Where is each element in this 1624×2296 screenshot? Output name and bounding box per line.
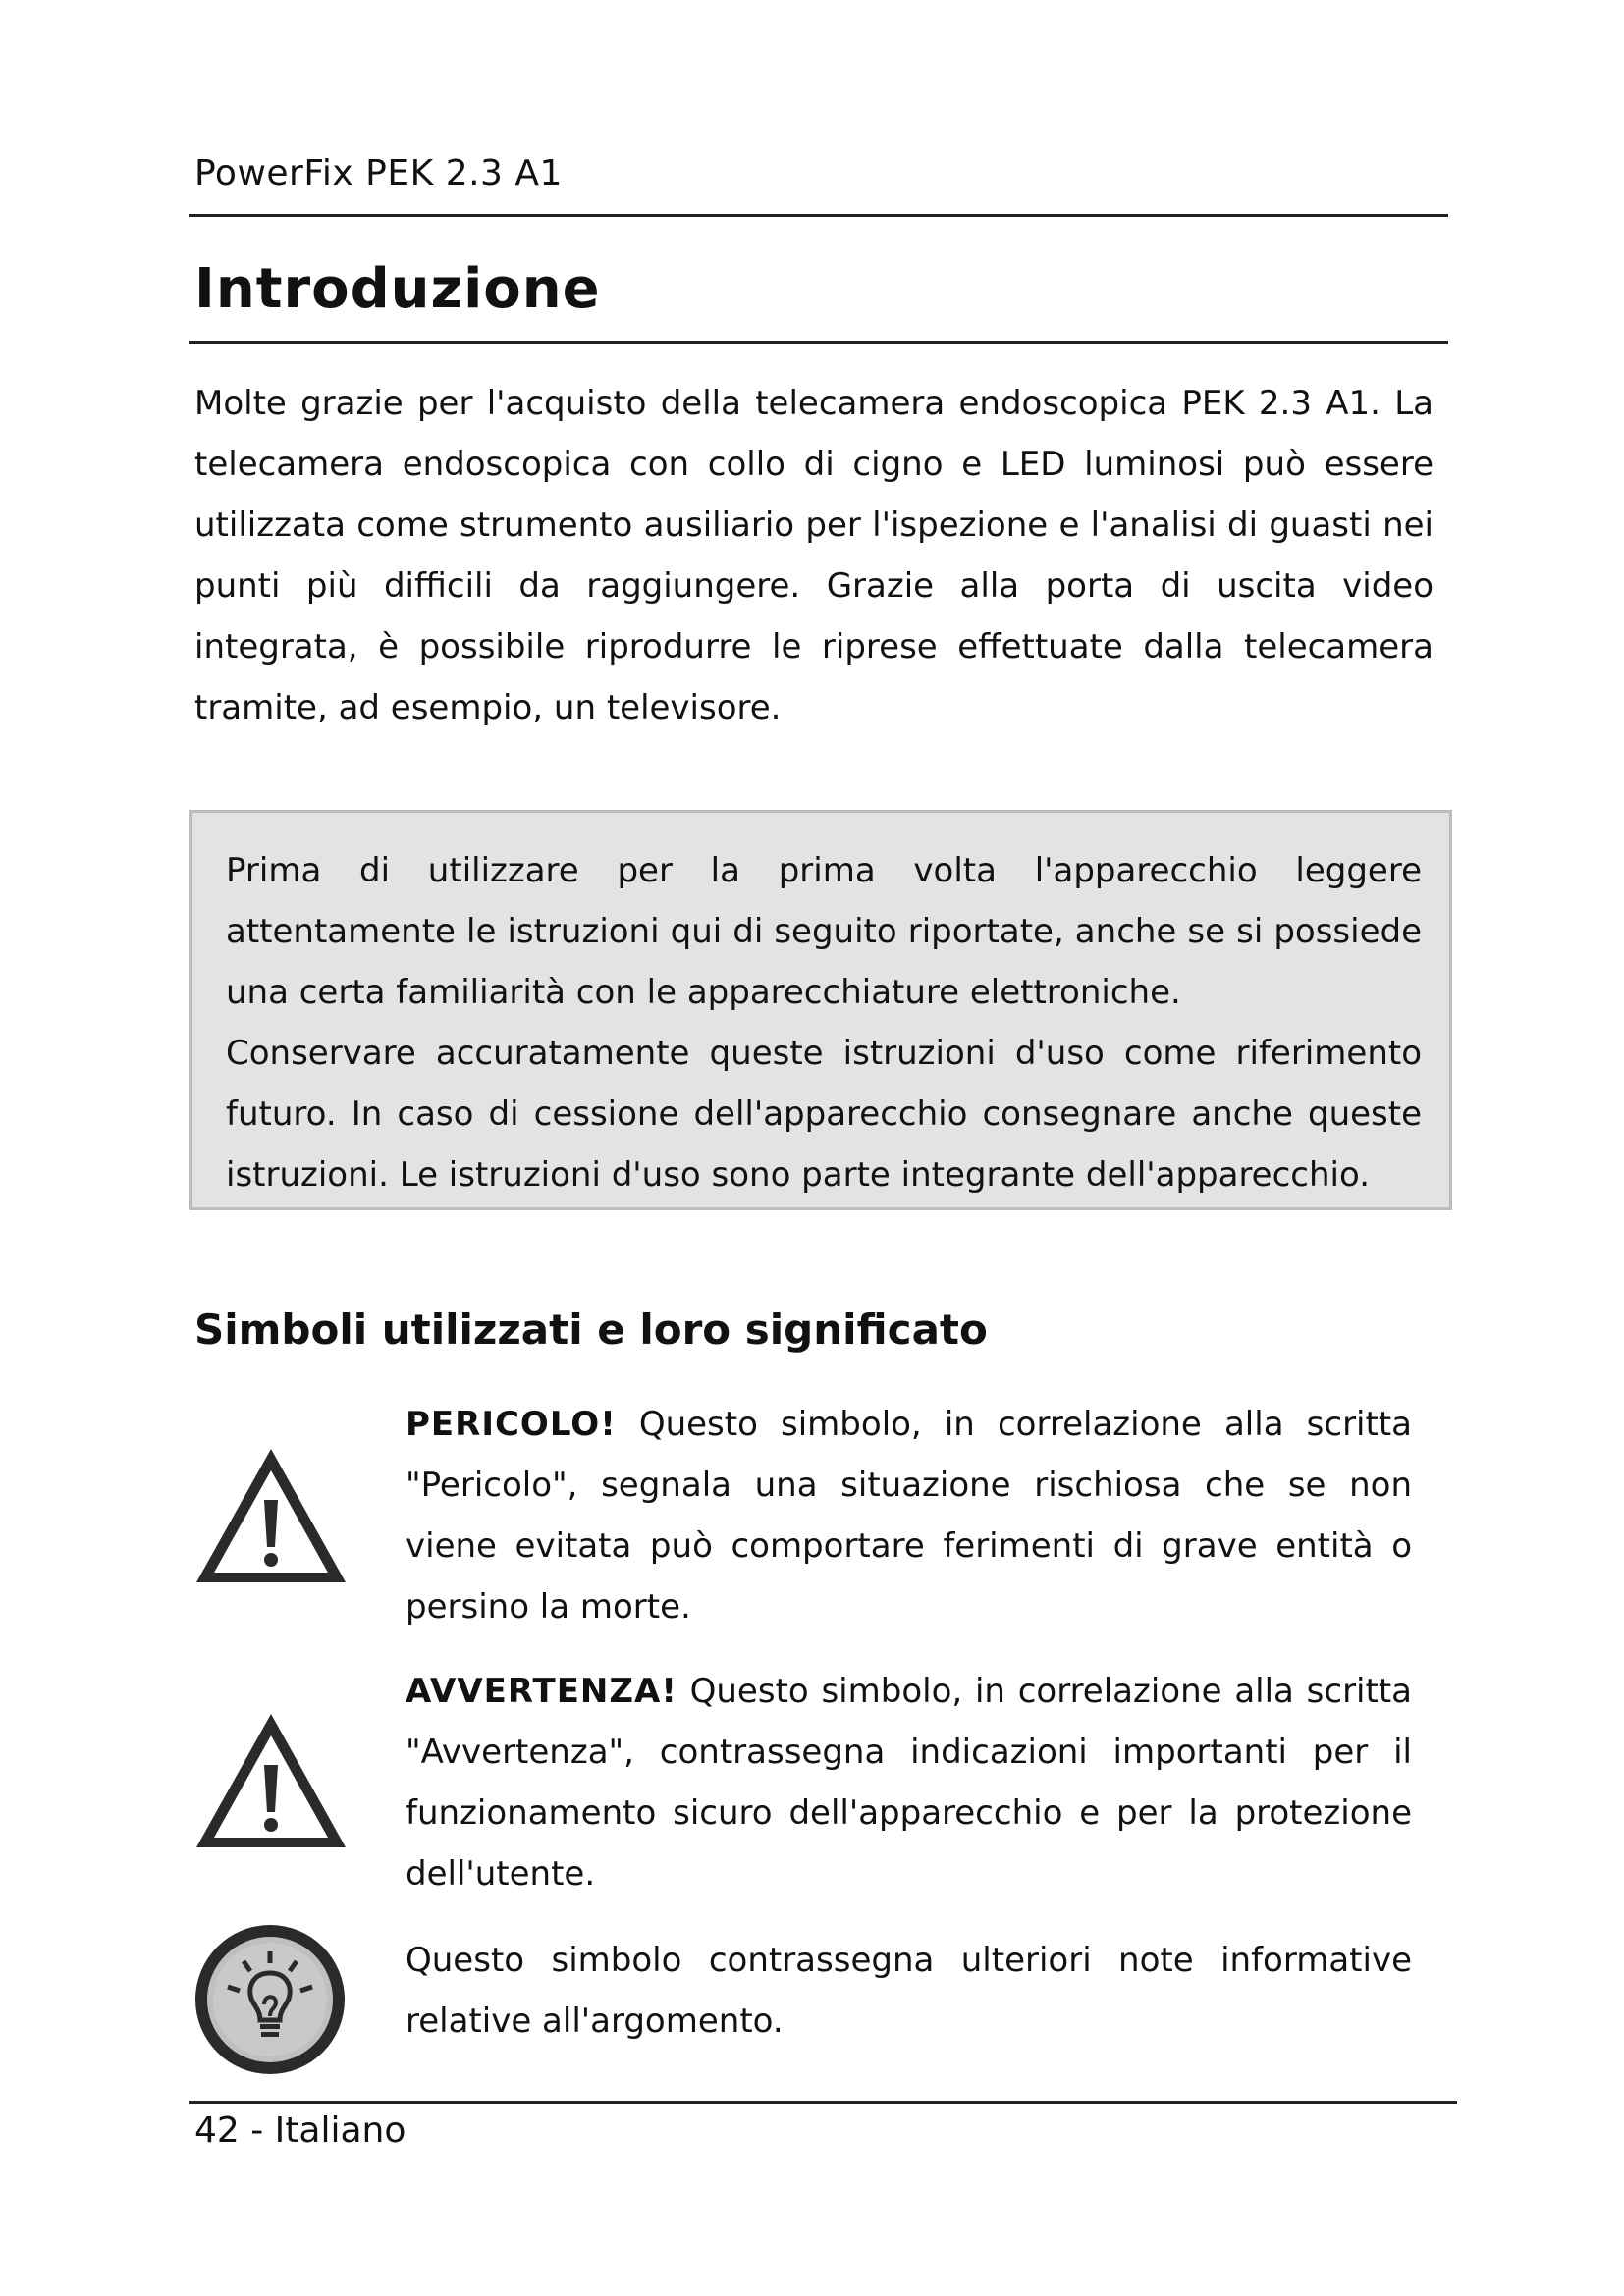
symbol-danger-description — [406, 1394, 1412, 1637]
lightbulb-icon — [192, 1922, 348, 2077]
notice-box — [189, 810, 1452, 1210]
symbols-title: Simboli utilizzati e loro significato — [194, 1306, 988, 1354]
symbol-info-description — [406, 1930, 1412, 2052]
notice-paragraph-1: Prima di utilizzare per la prima volta l'apparecchio leggere attentamente le istruzioni qui di seguito riportate, anche se si possiede una certa familiarità con le apparecchiature elettroniche. — [226, 851, 1422, 1012]
page-number: 42 - Italiano — [194, 2110, 406, 2151]
intro-paragraph: Molte grazie per l'acquisto della telecamera endoscopica PEK 2.3 A1. La telecamera endoscopica con collo di cigno e LED luminosi può essere utilizzata come strumento ausiliario per l'ispezione e l'analisi di guasti nei punti più difficili da raggiungere. Grazie alla porta di uscita video integrata, è possibile riprodurre le riprese effettuate dalla telecamera tramite, ad esempio, un televisore. — [194, 384, 1434, 727]
footer-divider — [189, 2101, 1457, 2104]
section-divider — [189, 341, 1448, 344]
header-title: PowerFix PEK 2.3 A1 — [194, 153, 563, 193]
info-text: Questo simbolo contrassegna ulteriori note informative relative all'argomento. — [406, 1941, 1412, 2041]
warning-triangle-icon — [192, 1443, 350, 1588]
notice-paragraph-2: Conservare accuratamente queste istruzioni d'uso come riferimento futuro. In caso di cessione dell'apparecchio consegnare anche queste istruzioni. Le istruzioni d'uso sono parte integrante dell'apparecchio. — [226, 1034, 1422, 1195]
warning-label: AVVERTENZA! — [406, 1672, 677, 1711]
warning-text: Questo simbolo, in correlazione alla scritta "Avvertenza", contrassegna indicazioni importanti per il funzionamento sicuro dell'apparecchio e per la protezione dell'utente. — [406, 1672, 1412, 1894]
danger-text: Questo simbolo, in correlazione alla scritta "Pericolo", segnala una situazione rischiosa che se non viene evitata può comportare ferimenti di grave entità o persino la morte. — [406, 1405, 1412, 1627]
section-title: Introduzione — [194, 257, 601, 321]
header-divider — [189, 214, 1448, 217]
symbol-warning-description — [406, 1661, 1412, 1904]
warning-triangle-icon — [192, 1708, 350, 1853]
danger-label: PERICOLO! — [406, 1405, 617, 1444]
